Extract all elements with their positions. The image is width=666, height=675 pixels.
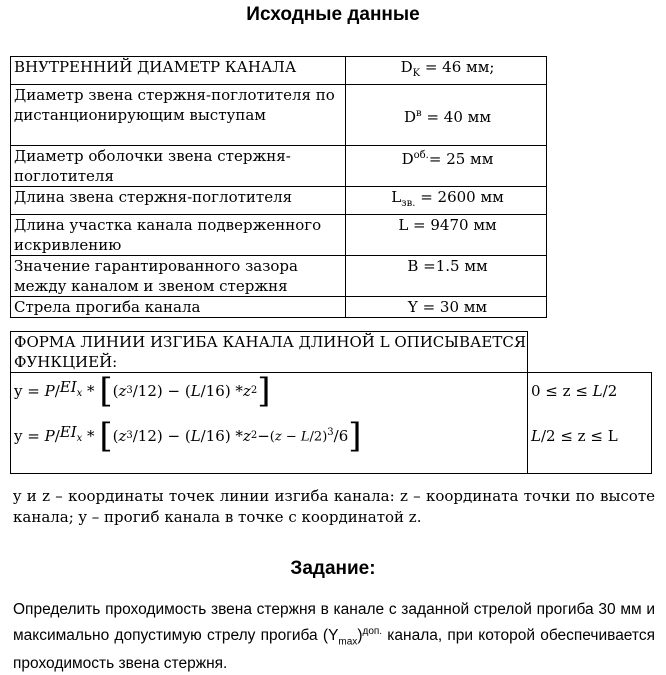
param-value: $L_{зв.} = 2600$ мм: [346, 187, 547, 215]
range-2: L /2 ≤ z ≤ L: [531, 426, 618, 445]
param-label: ВНУТРЕННИЙ ДИАМЕТР КАНАЛА: [11, 57, 346, 85]
range-cell: [528, 373, 652, 474]
param-label: Значение гарантированного зазора между каналом и звеном стержня: [11, 256, 346, 297]
table-row: [11, 297, 547, 318]
param-value: L = 9470 мм: [346, 215, 547, 256]
param-value: Y = 30 мм: [346, 297, 547, 318]
page-title: Исходные данные: [246, 4, 420, 25]
param-label: Диаметр оболочки звена стержня-поглотителя: [11, 146, 346, 187]
formula-table: [10, 331, 652, 474]
params-table: [10, 56, 547, 318]
param-value: B =1.5 мм: [346, 256, 547, 297]
param-label: Длина участка канала подверженного искривлению: [11, 215, 346, 256]
table-row: [11, 256, 547, 297]
param-label: Диаметр звена стержня-поглотителя по дистанционирующим выступам: [11, 85, 346, 146]
table-row: [11, 215, 547, 256]
table-row: [11, 146, 547, 187]
formula-cell: [11, 370, 528, 474]
param-label: Длина звена стержня-поглотителя: [11, 187, 346, 215]
task-title: Задание:: [290, 558, 376, 579]
table-row: [11, 85, 547, 146]
table-row: [11, 57, 547, 85]
task-text: Определить проходимость звена стержня в канале с заданной стрелой прогиба 30 мм и максимально допустимую стрелу прогиба $(Y_{max})^{доп.}$ канала, при которой обеспечивается проходимость звена стержня.: [13, 601, 655, 673]
param-label: Стрела прогиба канала: [11, 297, 346, 318]
param-value: $D_K = 46$ мм;: [346, 57, 547, 85]
range-1: 0 ≤ z ≤ L /2: [531, 381, 618, 400]
param-value: $D^в = 40$ мм: [346, 85, 547, 146]
formula-heading: ФОРМА ЛИНИИ ИЗГИБА КАНАЛА ДЛИНОЙ L ОПИСЫВАЕТСЯ ФУНКЦИЕЙ:: [11, 332, 528, 373]
formula-line-2: y = P / $EI_x$ * [ ( z 3 / 12 ) − ( L / 16 ) * z 2 − $(z - L/2)^3$ /6 ]: [14, 415, 362, 456]
note-text: y и z – координаты точек линии изгиба канала: z – координата точки по высоте канала; y – прогиб канала в точке с координатой z.: [13, 487, 655, 526]
param-value: $D^{об.}= 25$ мм: [346, 146, 547, 187]
formula-line-1: y = P / $EI_x$ * [ ( z 3 / 12 ) − ( L / 16 ) * z 2 ]: [14, 370, 271, 411]
table-row: [11, 187, 547, 215]
